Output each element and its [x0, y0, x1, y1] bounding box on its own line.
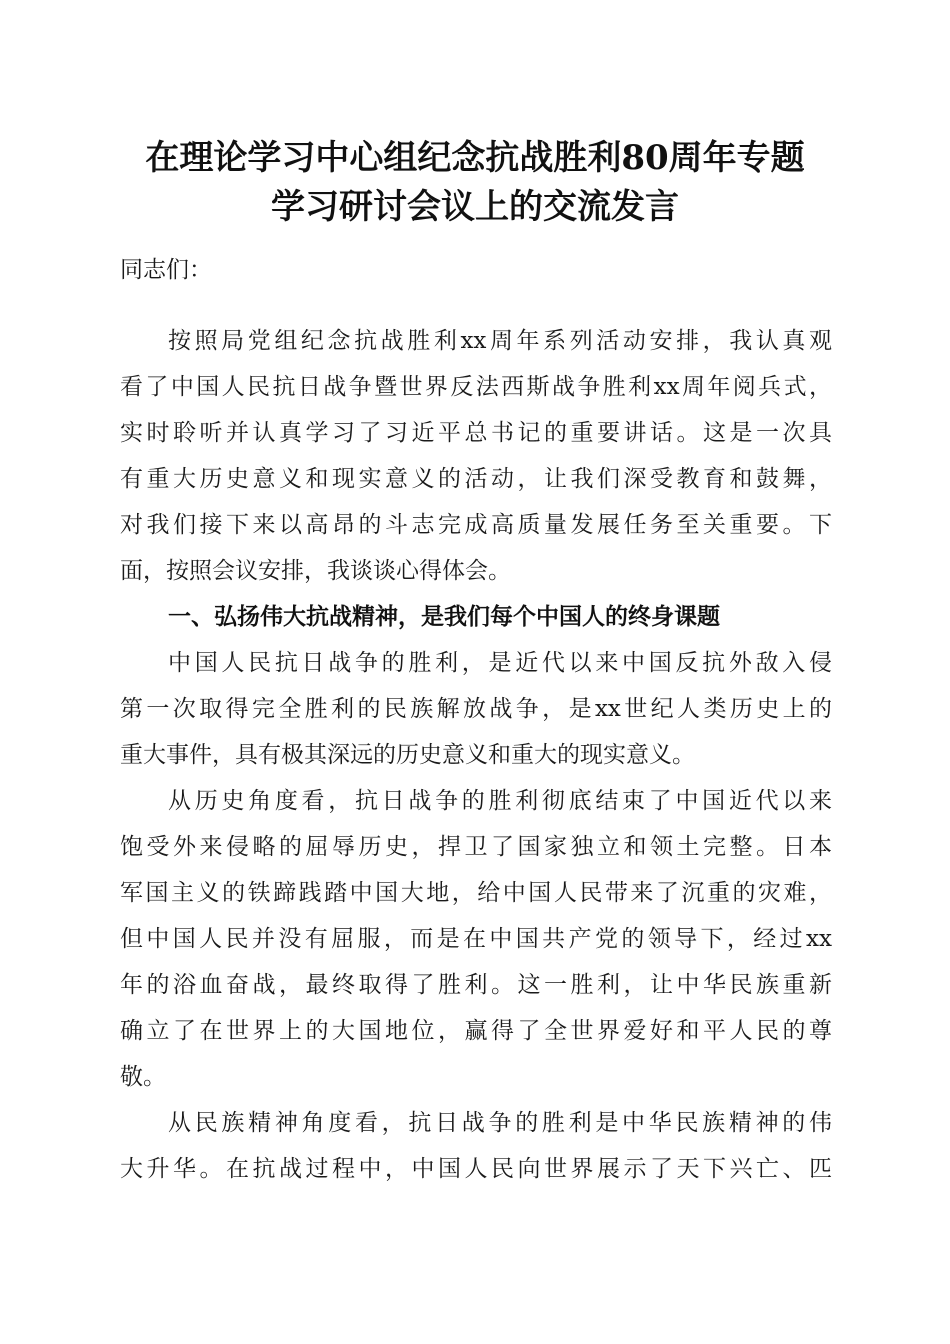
paragraph-3-line: 确立了在世界上的大国地位，赢得了全世界爱好和平人民的尊	[120, 1018, 832, 1044]
paragraph-1-line: 按照局党组纪念抗战胜利xx周年系列活动安排，我认真观	[168, 328, 832, 354]
paragraph-3-line: 饱受外来侵略的屈辱历史，捍卫了国家独立和领土完整。日本	[120, 834, 832, 860]
paragraph-3-line: 但中国人民并没有屈服，而是在中国共产党的领导下，经过xx	[120, 926, 832, 952]
paragraph-3-line: 军国主义的铁蹄践踏中国大地，给中国人民带来了沉重的灾难，	[120, 880, 832, 906]
paragraph-3-line: 从历史角度看，抗日战争的胜利彻底结束了中国近代以来	[168, 788, 832, 814]
paragraph-2-line: 重大事件，具有极其深远的历史意义和重大的现实意义。	[120, 742, 695, 768]
paragraph-1-line: 对我们接下来以高昂的斗志完成高质量发展任务至关重要。下	[120, 512, 832, 538]
paragraph-1-line: 实时聆听并认真学习了习近平总书记的重要讲话。这是一次具	[120, 420, 832, 446]
paragraph-3-line: 敬。	[120, 1064, 166, 1090]
salutation: 同志们：	[120, 257, 212, 283]
section-heading-1: 一、弘扬伟大抗战精神，是我们每个中国人的终身课题	[168, 604, 720, 630]
paragraph-3-line: 年的浴血奋战，最终取得了胜利。这一胜利，让中华民族重新	[120, 972, 832, 998]
paragraph-1-line: 有重大历史意义和现实意义的活动，让我们深受教育和鼓舞，	[120, 466, 832, 492]
document-title-line-2: 学习研讨会议上的交流发言	[271, 187, 679, 227]
document-title-line-1: 在理论学习中心组纪念抗战胜利80周年专题	[145, 138, 805, 178]
paragraph-1-line: 看了中国人民抗日战争暨世界反法西斯战争胜利xx周年阅兵式，	[120, 374, 832, 400]
paragraph-2-line: 中国人民抗日战争的胜利，是近代以来中国反抗外敌入侵	[168, 650, 832, 676]
paragraph-4-line: 大升华。在抗战过程中，中国人民向世界展示了天下兴亡、匹	[120, 1156, 832, 1182]
paragraph-4-line: 从民族精神角度看，抗日战争的胜利是中华民族精神的伟	[168, 1110, 832, 1136]
paragraph-1-line: 面，按照会议安排，我谈谈心得体会。	[120, 558, 511, 584]
paragraph-2-line: 第一次取得完全胜利的民族解放战争，是xx世纪人类历史上的	[120, 696, 832, 722]
